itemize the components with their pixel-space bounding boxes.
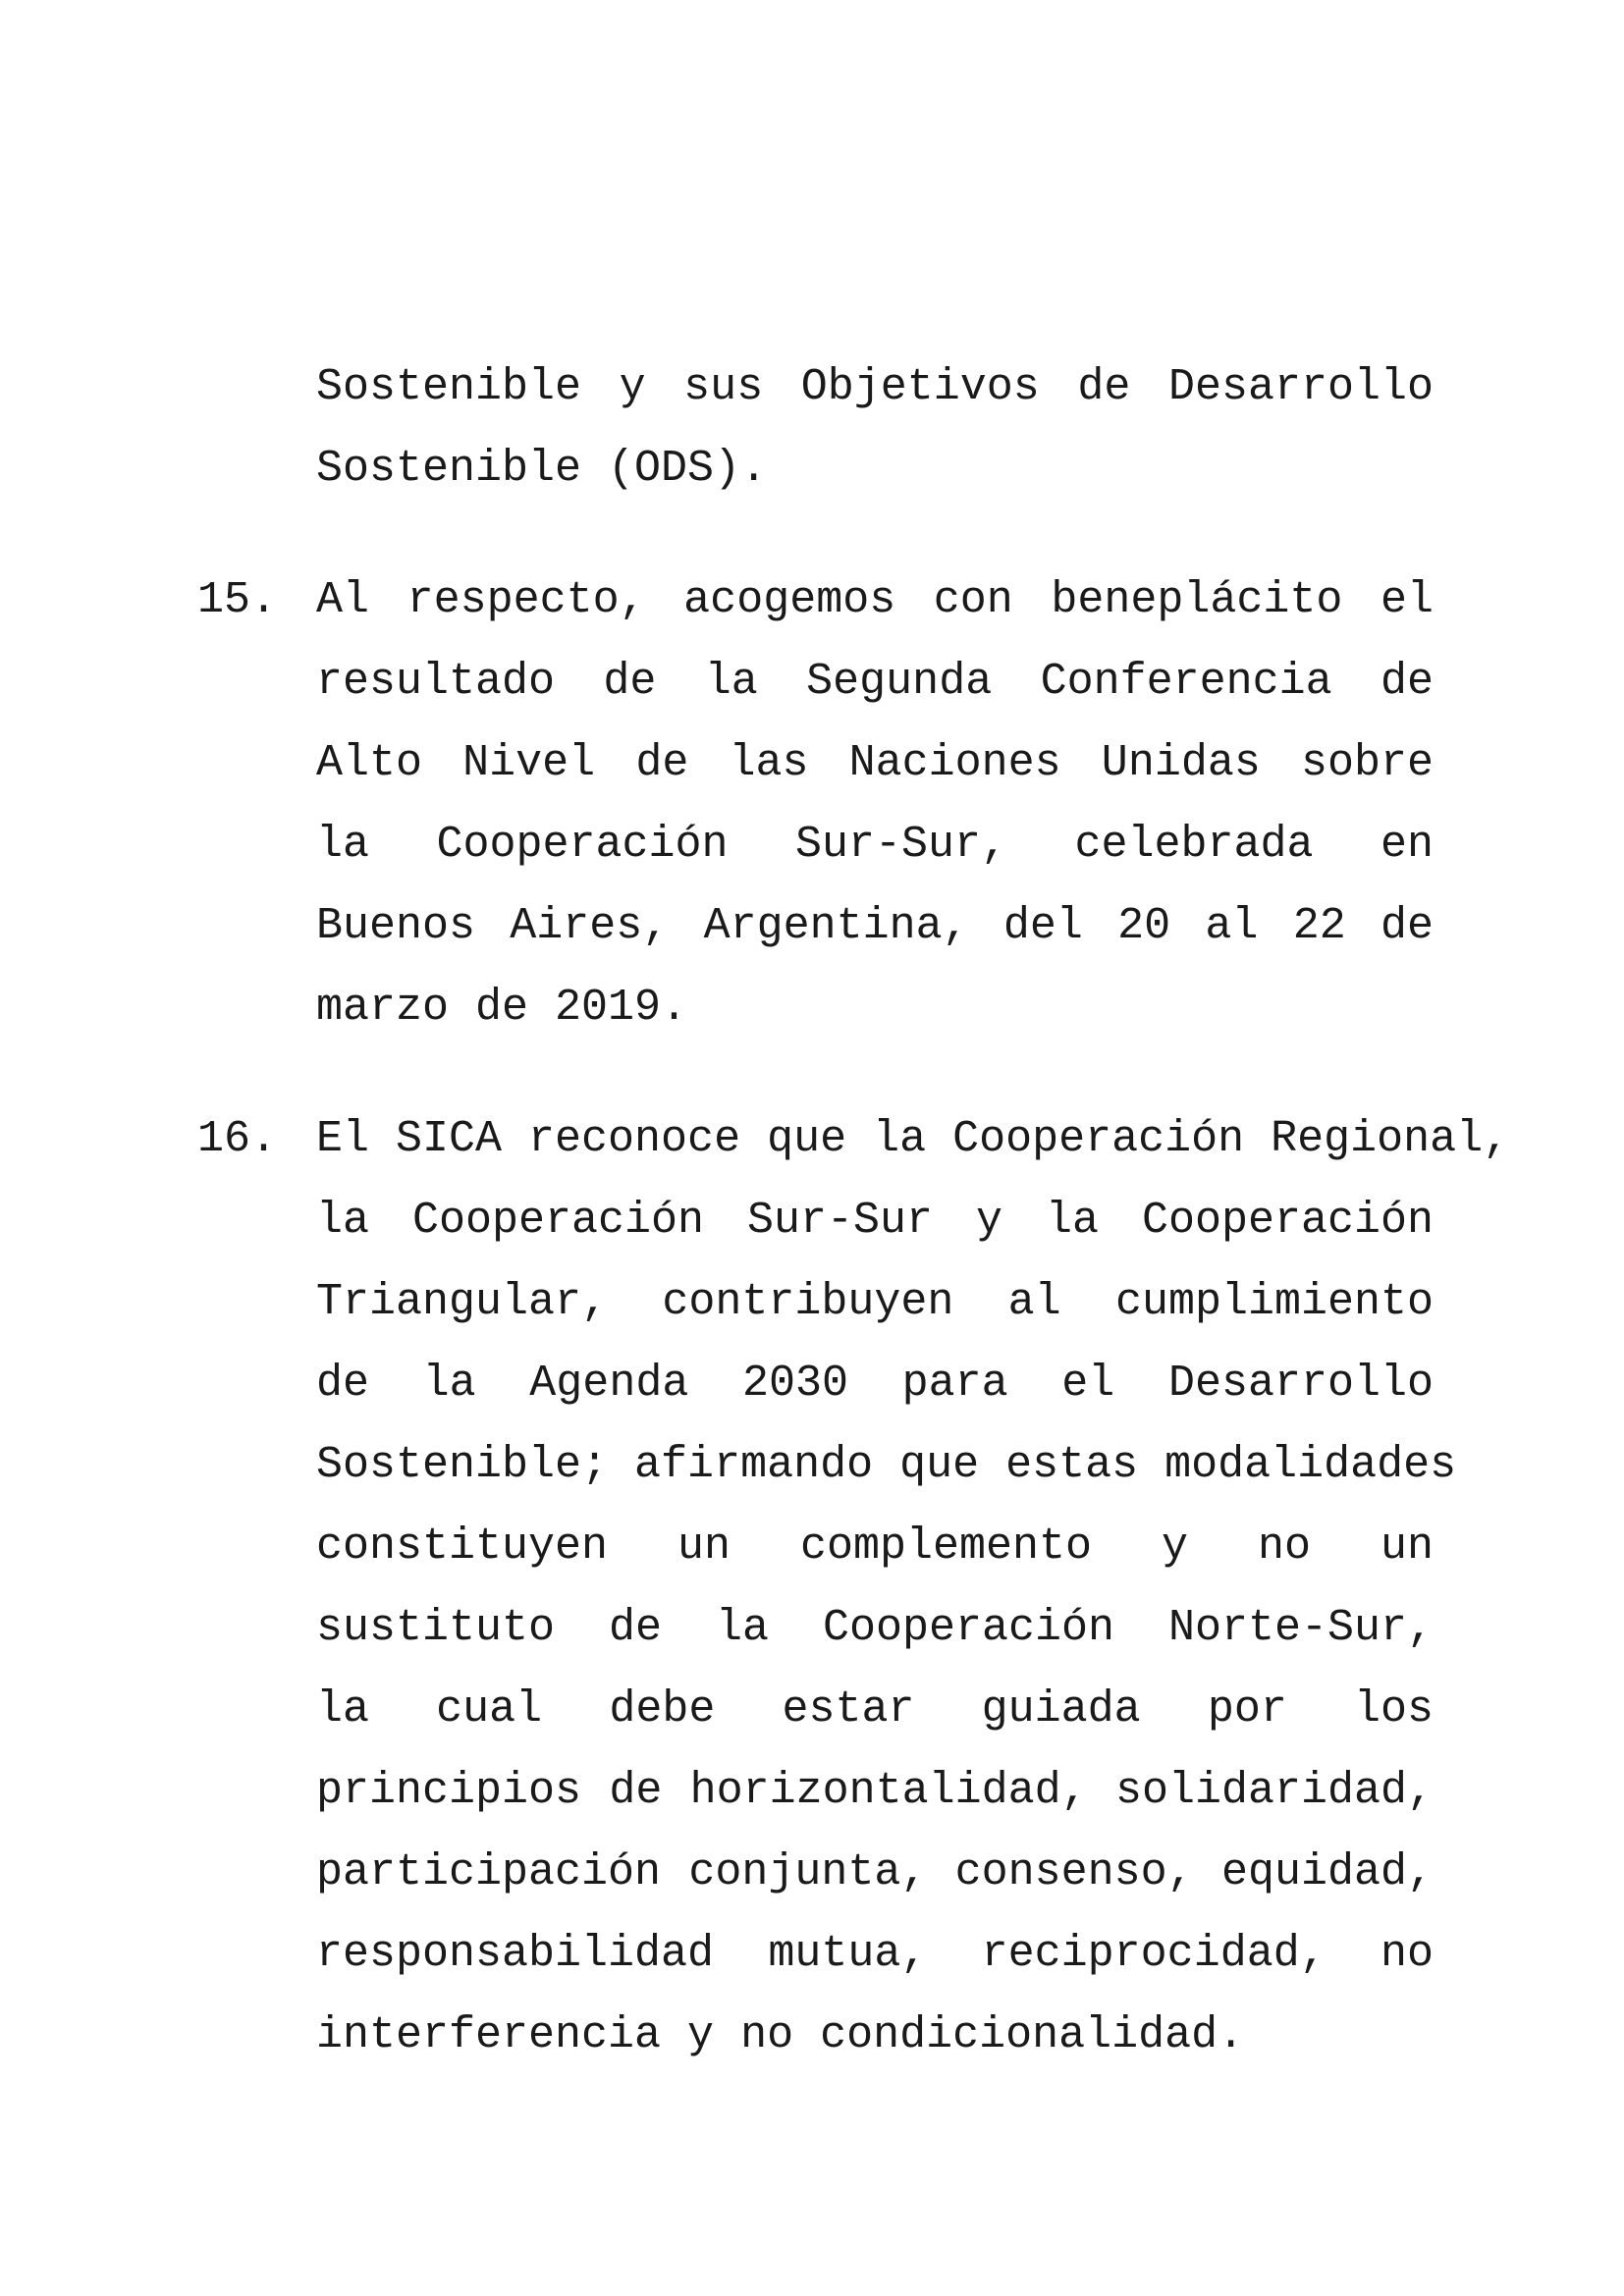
paragraph-line: constituyen un complemento y no un xyxy=(316,1522,1434,1572)
paragraph-line: Buenos Aires, Argentina, del 20 al 22 de xyxy=(316,901,1434,951)
paragraph-line: responsabilidad mutua, reciprocidad, no xyxy=(316,1929,1434,1979)
continuation-line: Sostenible y sus Objetivos de Desarrollo xyxy=(316,362,1434,412)
paragraph-line: marzo de 2019. xyxy=(316,983,688,1033)
paragraph-number: 15. xyxy=(197,575,278,625)
continuation-line: Sostenible (ODS). xyxy=(316,444,768,494)
paragraph-line: Al respecto, acogemos con beneplácito el xyxy=(316,575,1434,625)
paragraph-line: principios de horizontalidad, solidaridad, xyxy=(316,1766,1434,1816)
paragraph-line: interferencia y no condicionalidad. xyxy=(316,2010,1245,2060)
paragraph-line: resultado de la Segunda Conferencia de xyxy=(316,657,1434,707)
paragraph-line: Sostenible; afirmando que estas modalidades xyxy=(316,1440,1457,1490)
paragraph-line: participación conjunta, consenso, equidad, xyxy=(316,1847,1434,1897)
paragraph-line: de la Agenda 2030 para el Desarrollo xyxy=(316,1359,1434,1409)
paragraph-line: la Cooperación Sur-Sur, celebrada en xyxy=(316,820,1434,870)
paragraph-line: sustituto de la Cooperación Norte-Sur, xyxy=(316,1603,1434,1653)
paragraph-line: Alto Nivel de las Naciones Unidas sobre xyxy=(316,738,1434,788)
paragraph-line: Triangular, contribuyen al cumplimiento xyxy=(316,1277,1434,1327)
paragraph-line: El SICA reconoce que la Cooperación Regional, xyxy=(316,1114,1510,1164)
paragraph-line: la Cooperación Sur-Sur y la Cooperación xyxy=(316,1196,1434,1246)
paragraph-line: la cual debe estar guiada por los xyxy=(316,1684,1434,1735)
paragraph-number: 16. xyxy=(197,1114,278,1164)
